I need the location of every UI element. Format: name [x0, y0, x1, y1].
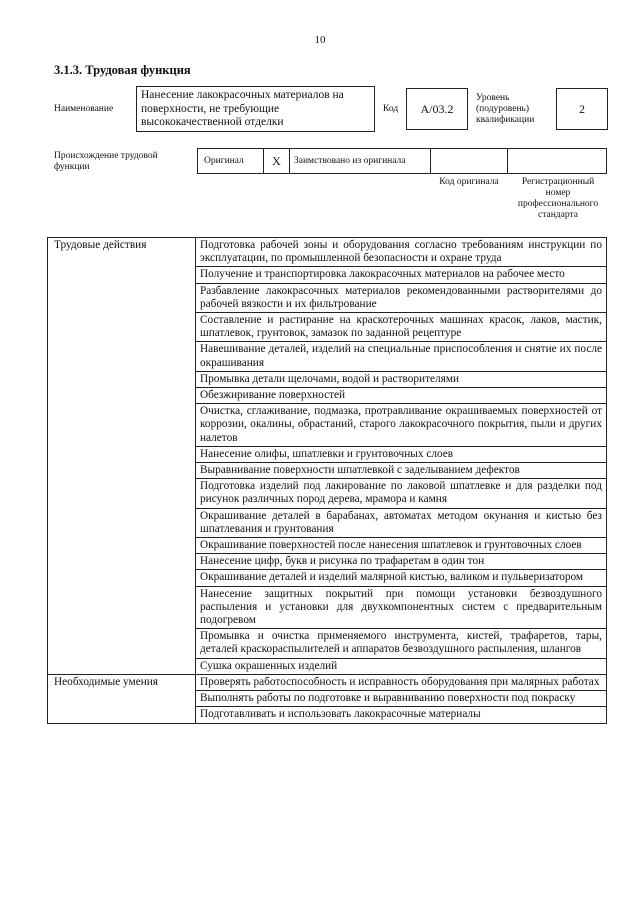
labor-action-item: Окрашивание поверхностей после нанесения шпатлевок и грунтовочных слоев [196, 538, 607, 554]
reg-number-cell [508, 149, 606, 173]
table-row [48, 238, 607, 267]
table-body [48, 238, 607, 724]
reg-caption: Регистрационный номер профессионального стандарта [517, 177, 599, 220]
borrowed-cell [290, 149, 431, 173]
labor-action-item: Получение и транспортировка лакокрасочных материалов на рабочее место [196, 267, 607, 283]
function-name: Нанесение лакокрасочных материалов на поверхности, не требующие высококачественной отделки [141, 89, 344, 128]
labor-action-item: Нанесение цифр, букв и рисунка по трафаретам в один тон [196, 554, 607, 570]
labor-action-item: Промывка и очистка применяемого инструмента, кистей, трафаретов, тары, деталей краскораспылителей и аппаратов безвоздушного распыления, шлангов [196, 629, 607, 658]
original-cell [198, 149, 264, 173]
labor-action-label: Трудовые действия [48, 238, 196, 675]
code-caption: Код оригинала [439, 177, 499, 187]
level-value: 2 [579, 101, 585, 116]
name-label: Наименование [54, 104, 114, 114]
section-title: 3.1.3. Трудовая функция [54, 63, 191, 77]
labor-action-item: Очистка, сглаживание, подмазка, протравливание окрашиваемых поверхностей от коррозии, окалины, обрастаний, старого лакокрасочного покрытия, пыли и других налетов [196, 404, 607, 447]
page-number: 10 [314, 34, 326, 46]
code-box [406, 88, 468, 130]
labor-function-table [47, 237, 607, 724]
labor-action-item: Подготовка изделий под лакирование по лаковой шпатлевке и для разделки под рисунок различных пород дерева, мрамора и камня [196, 479, 607, 508]
original-label: Оригинал [204, 156, 244, 166]
required-skill-item: Выполнять работы по подготовке и выравниванию поверхности под покраску [196, 691, 607, 707]
labor-action-item: Разбавление лакокрасочных материалов рекомендованными растворителями до рабочей вязкости и их фильтрование [196, 283, 607, 312]
required-skill-item: Проверять работоспособность и исправность оборудования при малярных работах [196, 674, 607, 690]
borrowed-label: Заимствовано из оригинала [294, 156, 406, 166]
function-name-box [136, 86, 375, 132]
labor-action-item: Промывка детали щелочами, водой и растворителями [196, 371, 607, 387]
labor-action-item: Сушка окрашенных изделий [196, 658, 607, 674]
origin-row [197, 148, 607, 174]
labor-action-item: Подготовка рабочей зоны и оборудования согласно требованиям инструкции по эксплуатации, по промышленной безопасности и охране труда [196, 238, 607, 267]
origin-label: Происхождение трудовой функции [54, 151, 158, 172]
labor-action-item: Окрашивание деталей в барабанах, автоматах методом окунания и кистью без шпатлевания и грунтования [196, 508, 607, 537]
required-skill-label: Необходимые умения [48, 674, 196, 723]
original-mark-cell [264, 149, 290, 173]
labor-action-item: Навешивание деталей, изделий на специальные приспособления и снятие их после окрашивания [196, 342, 607, 371]
origin-code-cell [431, 149, 508, 173]
labor-action-item: Выравнивание поверхности шпатлевкой с заделыванием дефектов [196, 463, 607, 479]
labor-action-item: Нанесение олифы, шпатлевки и грунтовочных слоев [196, 446, 607, 462]
table-row [48, 674, 607, 690]
labor-action-item: Окрашивание деталей и изделий малярной кистью, валиком и пульверизатором [196, 570, 607, 586]
labor-action-item: Обезжиривание поверхностей [196, 388, 607, 404]
original-mark: X [272, 153, 281, 168]
level-box [556, 88, 608, 130]
code-label: Код [383, 104, 399, 114]
code-value: A/03.2 [420, 101, 454, 116]
level-label: Уровень (подуровень) квалификации [476, 93, 535, 125]
labor-action-item: Составление и растирание на краскотерочных машинах красок, лаков, мастик, шпатлевок, грунтовок, замазок по заданной рецептуре [196, 313, 607, 342]
required-skill-item: Подготавливать и использовать лакокрасочные материалы [196, 707, 607, 723]
labor-action-item: Нанесение защитных покрытий при помощи установки безвоздушного распыления и установки для двухкомпонентных систем с предварительным подогревом [196, 586, 607, 629]
